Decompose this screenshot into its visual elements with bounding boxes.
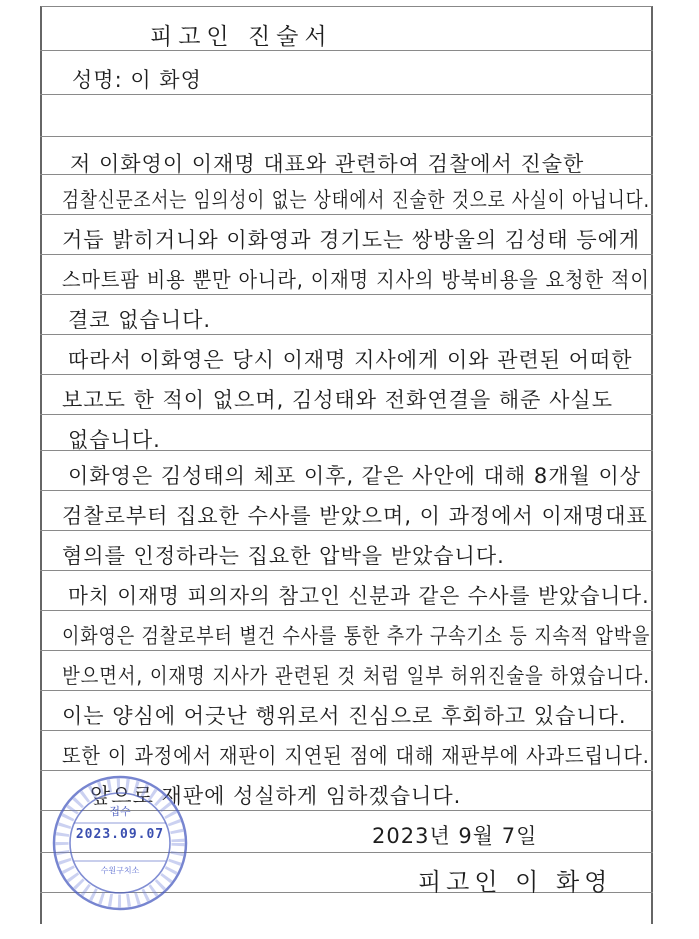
ruled-line: [40, 94, 653, 95]
name-line: 성명: 이 화영: [72, 68, 202, 92]
ruled-line: [40, 294, 653, 295]
ruled-line: [40, 334, 653, 335]
ruled-line: [40, 690, 653, 691]
ruled-line: [40, 214, 653, 215]
statement-line: 이화영은 검찰로부터 별건 수사를 통한 추가 구속기소 등 지속적 압박을: [62, 624, 651, 648]
ruled-line: [40, 730, 653, 731]
stamp-top-text: 접수: [109, 805, 131, 818]
statement-line: 검찰로부터 집요한 수사를 받았으며, 이 과정에서 이재명대표: [62, 504, 648, 528]
statement-line: 결코 없습니다.: [68, 308, 212, 332]
ruled-line: [40, 530, 653, 531]
ruled-line: [40, 136, 653, 137]
statement-line: 따라서 이화영은 당시 이재명 지사에게 이와 관련된 어떠한: [68, 348, 633, 372]
ruled-line: [40, 374, 653, 375]
stamp-date: 2023.09.07: [75, 827, 165, 842]
statement-line: 또한 이 과정에서 재판이 지연된 점에 대해 재판부에 사과드립니다.: [62, 744, 650, 768]
statement-line: 저 이화영이 이재명 대표와 관련하여 검찰에서 진술한: [70, 152, 585, 176]
ruled-line: [40, 570, 653, 571]
ruled-line: [40, 50, 653, 51]
statement-line: 없습니다.: [68, 428, 161, 452]
stamp-bottom-text: 수원구치소: [100, 866, 140, 875]
ruled-line: [40, 254, 653, 255]
statement-line: 마치 이재명 피의자의 참고인 신분과 같은 수사를 받았습니다.: [68, 584, 650, 608]
document-title: 피고인 진술서: [150, 24, 333, 50]
ruled-line: [40, 414, 653, 415]
statement-line: 이는 양심에 어긋난 행위로서 진심으로 후회하고 있습니다.: [62, 704, 627, 728]
ruled-line: [40, 650, 653, 651]
signature: 피고인 이 화영: [418, 868, 613, 896]
statement-line: 검찰신문조서는 임의성이 없는 상태에서 진술한 것으로 사실이 아닙니다.: [62, 188, 650, 212]
ruled-line: [40, 770, 653, 771]
statement-line: 거듭 밝히거니와 이화영과 경기도는 쌍방울의 김성태 등에게: [62, 228, 641, 252]
statement-line: 스마트팜 비용 뿐만 아니라, 이재명 지사의 방북비용을 요청한 적이: [62, 268, 650, 292]
ruled-line: [40, 610, 653, 611]
statement-line: 받으면서, 이재명 지사가 관련된 것 처럼 일부 허위진술을 하였습니다.: [62, 664, 650, 688]
statement-line: 앞으로 재판에 성실하게 임하겠습니다.: [90, 784, 462, 808]
ruled-line: [40, 490, 653, 491]
statement-line: 보고도 한 적이 없으며, 김성태와 전화연결을 해준 사실도: [62, 388, 613, 412]
statement-line: 이화영은 김성태의 체포 이후, 같은 사안에 대해 8개월 이상: [68, 464, 642, 488]
statement-date: 2023년 9월 7일: [372, 824, 538, 848]
statement-line: 혐의를 인정하라는 집요한 압박을 받았습니다.: [62, 544, 505, 568]
receipt-stamp: [50, 773, 190, 913]
stamp-ring: [50, 773, 190, 913]
